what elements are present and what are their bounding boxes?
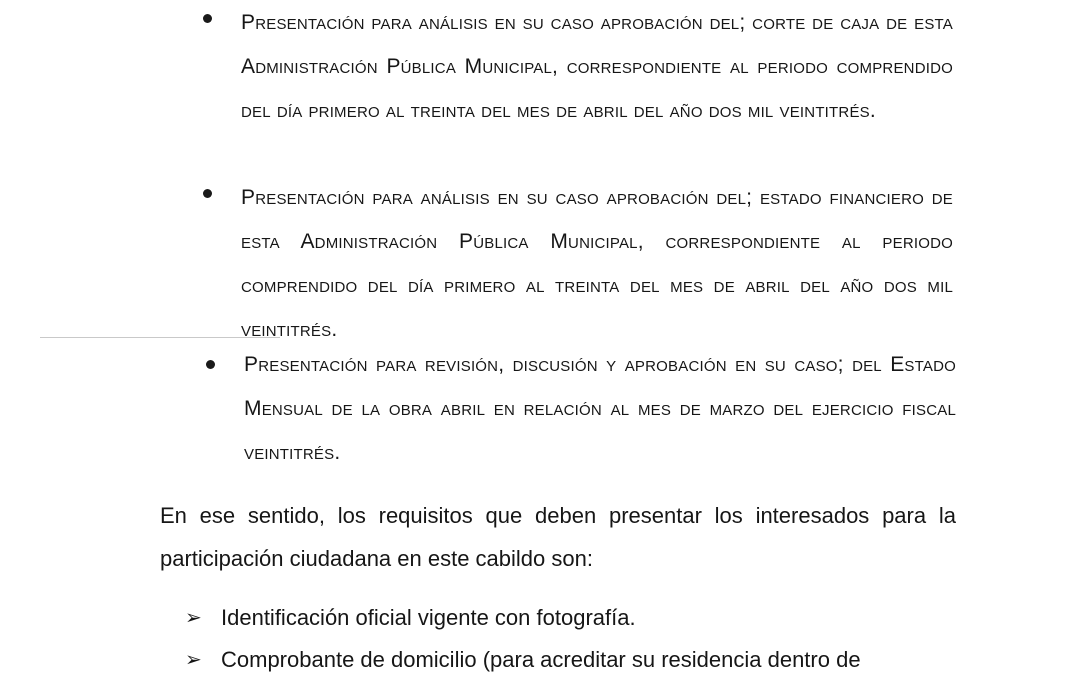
requirements-list bbox=[185, 597, 975, 681]
agenda-item-text: Presentación para revisión, discusión y aprobación en su caso; del Estado Mensual de la obra abril en relación al mes de marzo del ejercicio fiscal veintitrés. bbox=[244, 353, 956, 464]
agenda-item-text: Presentación para análisis en su caso aprobación del; corte de caja de esta Administración Pública Municipal, correspondiente al periodo comprendido del día primero al treinta del mes de abril del año dos mil veintitrés. bbox=[241, 11, 953, 122]
bullet-dot-icon bbox=[203, 14, 212, 23]
requirement-text: Comprobante de domicilio (para acreditar su residencia dentro de bbox=[221, 647, 861, 672]
requirements-intro-paragraph: En ese sentido, los requisitos que deben presentar los interesados para la participación ciudadana en este cabildo son: bbox=[160, 503, 956, 571]
agenda-item-text: Presentación para análisis en su caso aprobación del; estado financiero de esta Administración Pública Municipal, correspondiente al periodo comprendido del día primero al treinta del mes de abril del año dos mil veintitrés. bbox=[241, 186, 953, 341]
bullet-dot-icon bbox=[206, 360, 215, 369]
requirement-text: Identificación oficial vigente con fotografía. bbox=[221, 605, 636, 630]
arrow-bullet-icon: ➢ bbox=[185, 607, 202, 629]
requirement-item-identificacion bbox=[185, 597, 975, 639]
arrow-bullet-icon: ➢ bbox=[185, 649, 202, 671]
bullet-dot-icon bbox=[203, 189, 212, 198]
